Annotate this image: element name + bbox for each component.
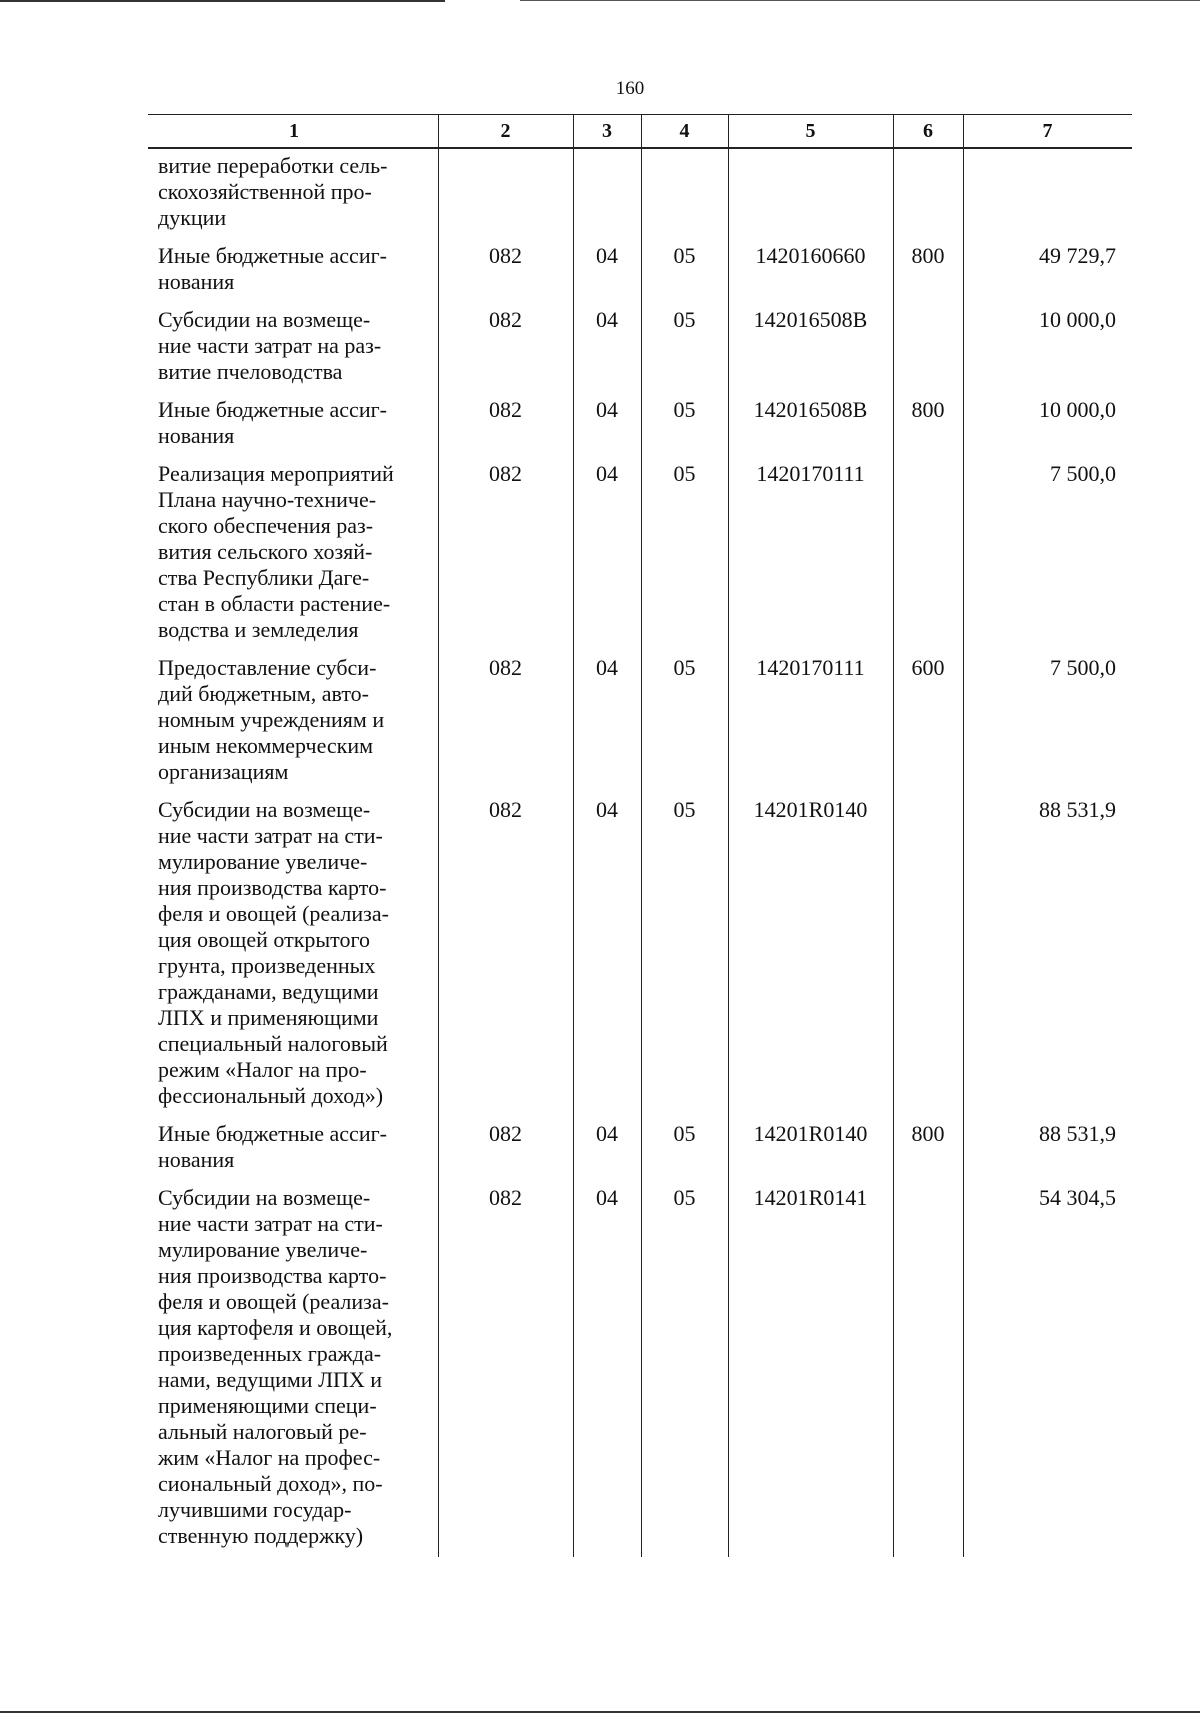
expense-type-code: 800 bbox=[911, 1121, 945, 1146]
section-code: 04 bbox=[596, 397, 618, 422]
description-line: ния производства карто- bbox=[158, 1263, 387, 1288]
description-line: Субсидии на возмеще- bbox=[158, 1185, 371, 1210]
scan-border-top-left bbox=[0, 0, 445, 2]
description-line: мулирование увеличе- bbox=[158, 849, 368, 874]
column-divider bbox=[963, 115, 964, 147]
description-line: ства Республики Даге- bbox=[158, 565, 370, 590]
subsection-code: 05 bbox=[673, 1121, 696, 1146]
table-row bbox=[148, 793, 1132, 1117]
column-divider bbox=[728, 115, 729, 147]
ministry-code: 082 bbox=[489, 397, 522, 422]
row-description bbox=[148, 797, 438, 1109]
description-line: вития сельского хозяй- bbox=[158, 539, 373, 564]
description-line: альный налоговый ре- bbox=[158, 1419, 367, 1444]
header-col-5: 5 bbox=[805, 120, 816, 142]
header-col-6: 6 bbox=[923, 120, 933, 142]
table-row bbox=[148, 239, 1132, 303]
expense-type-code bbox=[893, 461, 963, 643]
subsection-code: 05 bbox=[673, 397, 696, 422]
section-code bbox=[573, 153, 641, 231]
ministry-code: 082 bbox=[489, 307, 522, 332]
subsection-code: 05 bbox=[673, 243, 696, 268]
description-line: Плана научно-техниче- bbox=[158, 487, 377, 512]
section-code: 04 bbox=[596, 243, 618, 268]
table-row bbox=[148, 651, 1132, 793]
subsection-code: 05 bbox=[673, 461, 696, 486]
description-line: применяющими специ- bbox=[158, 1393, 377, 1418]
description-line: произведенных гражда- bbox=[158, 1341, 382, 1366]
ministry-code: 082 bbox=[489, 243, 522, 268]
description-line: Иные бюджетные ассиг- bbox=[158, 397, 387, 422]
description-line: ственную поддержку) bbox=[158, 1523, 364, 1548]
description-line: ние части затрат на раз- bbox=[158, 333, 382, 358]
row-description bbox=[148, 307, 438, 385]
description-line: Предоставление субси- bbox=[158, 655, 377, 680]
target-article-code: 1420170111 bbox=[756, 655, 865, 680]
row-description bbox=[148, 655, 438, 785]
column-divider bbox=[728, 149, 729, 1557]
expense-type-code: 600 bbox=[911, 655, 945, 680]
description-line: дий бюджетным, авто- bbox=[158, 681, 369, 706]
row-description bbox=[148, 397, 438, 449]
header-col-4: 4 bbox=[679, 120, 690, 142]
description-line: сиональный доход», по- bbox=[158, 1471, 383, 1496]
description-line: ние части затрат на сти- bbox=[158, 1211, 383, 1236]
target-article-code: 14201R0141 bbox=[753, 1185, 868, 1210]
description-line: Субсидии на возмеще- bbox=[158, 797, 371, 822]
row-description bbox=[148, 153, 438, 231]
column-divider bbox=[438, 149, 439, 1557]
row-description bbox=[148, 243, 438, 295]
expense-type-code bbox=[893, 1185, 963, 1549]
amount: 88 531,9 bbox=[1039, 797, 1116, 822]
amount: 54 304,5 bbox=[1039, 1185, 1116, 1210]
description-line: иным некоммерческим bbox=[158, 733, 374, 758]
description-line: Иные бюджетные ассиг- bbox=[158, 243, 387, 268]
description-line: жим «Налог на профес- bbox=[158, 1445, 381, 1470]
header-col-1: 1 bbox=[289, 120, 299, 142]
target-article-code: 1420160660 bbox=[755, 243, 866, 268]
description-line: нования bbox=[158, 1147, 235, 1172]
table-row bbox=[148, 1181, 1132, 1557]
description-line: витие пчеловодства bbox=[158, 359, 343, 384]
row-description bbox=[148, 461, 438, 643]
column-divider bbox=[438, 115, 439, 147]
section-code: 04 bbox=[596, 797, 618, 822]
target-article-code: 14201R0140 bbox=[753, 797, 868, 822]
description-line: ЛПХ и применяющими bbox=[158, 1005, 379, 1030]
description-line: номным учреждениям и bbox=[158, 707, 385, 732]
column-divider bbox=[573, 149, 574, 1557]
column-divider bbox=[963, 149, 964, 1557]
ministry-code: 082 bbox=[489, 1185, 522, 1210]
description-line: феля и овощей (реализа- bbox=[158, 901, 389, 926]
expense-type-code bbox=[893, 153, 963, 231]
subsection-code: 05 bbox=[673, 307, 696, 332]
description-line: нами, ведущими ЛПХ и bbox=[158, 1367, 383, 1392]
expense-type-code: 800 bbox=[911, 397, 945, 422]
table-body bbox=[148, 149, 1132, 1557]
amount: 10 000,0 bbox=[1039, 307, 1116, 332]
ministry-code: 082 bbox=[489, 1121, 522, 1146]
ministry-code: 082 bbox=[489, 655, 522, 680]
description-line: ния производства карто- bbox=[158, 875, 387, 900]
target-article-code: 142016508В bbox=[753, 307, 868, 332]
description-line: водства и земледелия bbox=[158, 617, 359, 642]
amount: 88 531,9 bbox=[1039, 1121, 1116, 1146]
page-number: 160 bbox=[615, 78, 645, 99]
description-line: лучившими государ- bbox=[158, 1497, 352, 1522]
subsection-code bbox=[641, 153, 728, 231]
expense-type-code bbox=[893, 797, 963, 1109]
table-row bbox=[148, 393, 1132, 457]
description-line: нования bbox=[158, 269, 235, 294]
column-divider bbox=[573, 115, 574, 147]
target-article-code: 142016508В bbox=[753, 397, 868, 422]
target-article-code bbox=[728, 153, 893, 231]
column-divider bbox=[641, 115, 642, 147]
description-line: мулирование увеличе- bbox=[158, 1237, 368, 1262]
description-line: ция картофеля и овощей, bbox=[158, 1315, 393, 1340]
header-col-2: 2 bbox=[500, 120, 511, 142]
target-article-code: 14201R0140 bbox=[753, 1121, 868, 1146]
amount: 7 500,0 bbox=[1050, 461, 1116, 486]
description-line: ского обеспечения раз- bbox=[158, 513, 374, 538]
header-col-7: 7 bbox=[1042, 120, 1053, 142]
table-row bbox=[148, 149, 1132, 239]
budget-table bbox=[148, 114, 1132, 1557]
target-article-code: 1420170111 bbox=[756, 461, 865, 486]
table-row bbox=[148, 303, 1132, 393]
column-divider bbox=[893, 149, 894, 1557]
scan-border-top-right bbox=[520, 0, 1200, 1]
amount: 7 500,0 bbox=[1050, 655, 1116, 680]
description-line: дукции bbox=[158, 205, 227, 230]
expense-type-code: 800 bbox=[911, 243, 945, 268]
description-line: ция овощей открытого bbox=[158, 927, 370, 952]
description-line: фессиональный доход») bbox=[158, 1083, 384, 1108]
section-code: 04 bbox=[596, 307, 618, 332]
section-code: 04 bbox=[596, 1121, 618, 1146]
ministry-code: 082 bbox=[489, 461, 522, 486]
description-line: нования bbox=[158, 423, 235, 448]
subsection-code: 05 bbox=[673, 797, 696, 822]
description-line: ние части затрат на сти- bbox=[158, 823, 383, 848]
description-line: стан в области растение- bbox=[158, 591, 391, 616]
row-description bbox=[148, 1185, 438, 1549]
section-code: 04 bbox=[596, 655, 618, 680]
description-line: витие переработки сель- bbox=[158, 153, 388, 178]
amount bbox=[963, 153, 1132, 231]
description-line: гражданами, ведущими bbox=[158, 979, 379, 1004]
section-code: 04 bbox=[596, 1185, 618, 1210]
description-line: феля и овощей (реализа- bbox=[158, 1289, 389, 1314]
ministry-code: 082 bbox=[489, 797, 522, 822]
description-line: грунта, произведенных bbox=[158, 953, 376, 978]
subsection-code: 05 bbox=[673, 655, 696, 680]
ministry-code bbox=[438, 153, 573, 231]
description-line: скохозяйственной про- bbox=[158, 179, 372, 204]
description-line: Реализация мероприятий bbox=[158, 461, 394, 486]
amount: 10 000,0 bbox=[1039, 397, 1116, 422]
subsection-code: 05 bbox=[673, 1185, 696, 1210]
column-divider bbox=[641, 149, 642, 1557]
table-row bbox=[148, 1117, 1132, 1181]
description-line: режим «Налог на про- bbox=[158, 1057, 367, 1082]
row-description bbox=[148, 1121, 438, 1173]
header-col-3: 3 bbox=[602, 120, 612, 142]
description-line: специальный налоговый bbox=[158, 1031, 388, 1056]
table-header-row bbox=[148, 114, 1132, 149]
description-line: организациям bbox=[158, 759, 289, 784]
column-divider bbox=[893, 115, 894, 147]
description-line: Иные бюджетные ассиг- bbox=[158, 1121, 387, 1146]
expense-type-code bbox=[893, 307, 963, 385]
section-code: 04 bbox=[596, 461, 618, 486]
amount: 49 729,7 bbox=[1039, 243, 1116, 268]
description-line: Субсидии на возмеще- bbox=[158, 307, 371, 332]
table-row bbox=[148, 457, 1132, 651]
